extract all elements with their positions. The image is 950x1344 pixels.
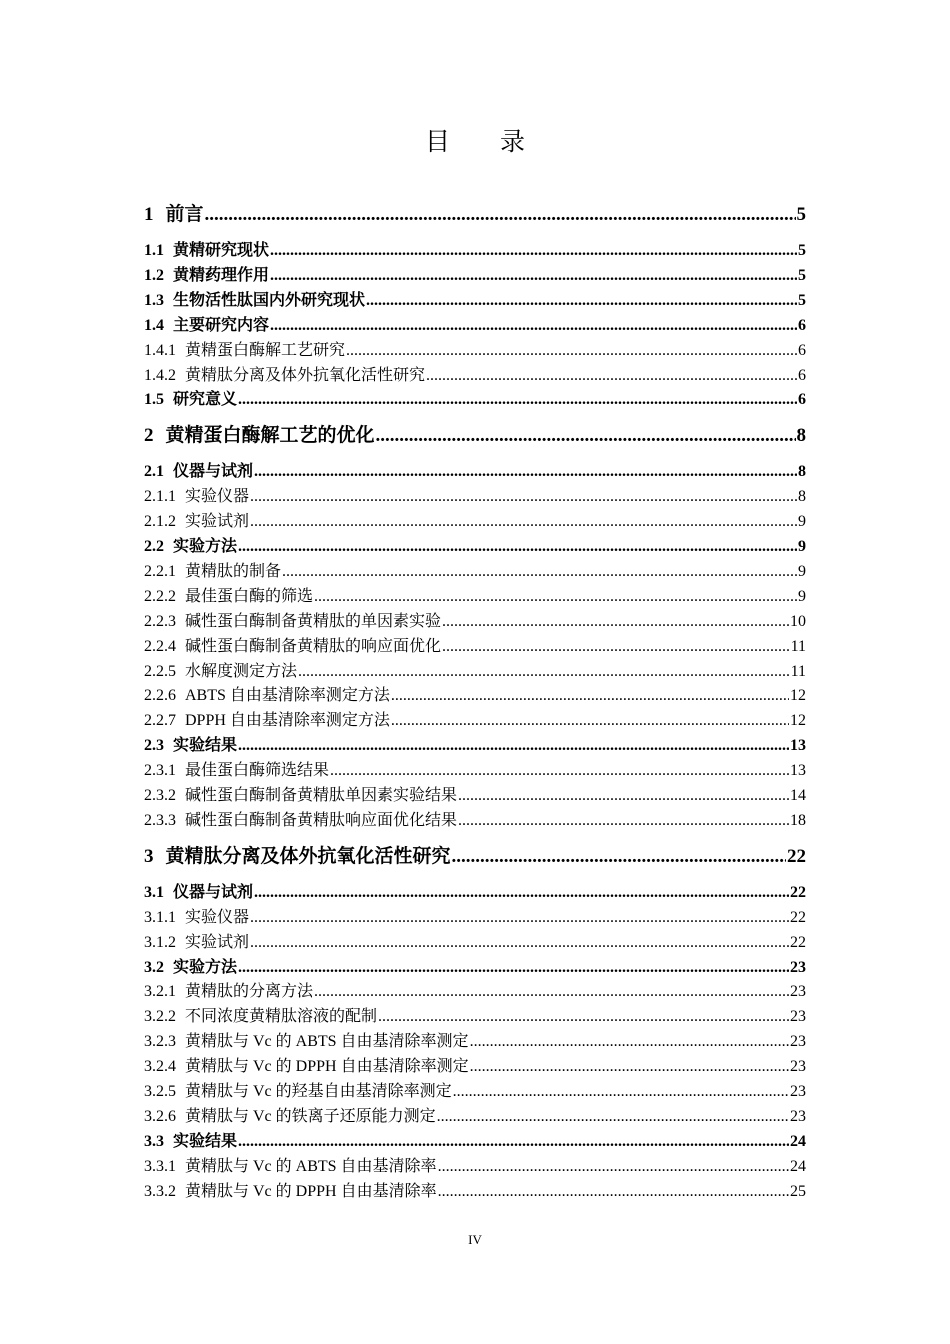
toc-entry[interactable] (144, 1056, 806, 1078)
toc-entry-page: 9 (798, 562, 806, 580)
toc-entry-title: DPPH 自由基清除率测定方法 (185, 712, 390, 730)
toc-entry[interactable] (144, 957, 806, 979)
toc-dot-leader (254, 882, 789, 904)
toc-entry-page: 23 (790, 1058, 806, 1076)
toc-entry-title: 碱性蛋白酶制备黄精肽的响应面优化 (185, 637, 442, 655)
toc-entry[interactable] (144, 845, 806, 869)
toc-entry[interactable] (144, 389, 806, 411)
toc-dot-leader (298, 661, 790, 683)
toc-dot-leader (458, 810, 789, 832)
toc-entry[interactable] (144, 611, 806, 633)
toc-entry[interactable] (144, 907, 806, 929)
toc-entry-page: 24 (790, 1157, 806, 1175)
toc-entry-number: 1 (144, 204, 154, 225)
toc-dot-leader (250, 932, 789, 954)
toc-entry[interactable] (144, 240, 806, 262)
toc-dot-leader (391, 710, 789, 732)
toc-entry-page: 13 (790, 762, 806, 780)
toc-entry-title: 黄精药理作用 (173, 266, 270, 284)
toc-entry[interactable] (144, 265, 806, 287)
toc-entry-page: 10 (790, 612, 806, 630)
toc-dot-leader (470, 1031, 789, 1053)
toc-entry-title: 黄精肽与 Vc 的 ABTS 自由基清除率 (185, 1157, 437, 1175)
toc-entry-page: 25 (790, 1182, 806, 1200)
toc-entry[interactable] (144, 1031, 806, 1053)
toc-dot-leader (270, 265, 797, 287)
toc-entry-page: 23 (790, 1033, 806, 1051)
toc-entry-number: 3.2.3 (144, 1033, 176, 1051)
toc-entry-title: 实验结果 (173, 737, 238, 755)
toc-entry-number: 1.4 (144, 316, 164, 334)
toc-dot-leader (250, 486, 797, 508)
toc-dot-leader (366, 290, 797, 312)
toc-entry-page: 14 (790, 787, 806, 804)
toc-entry[interactable] (144, 1181, 806, 1203)
toc-entry[interactable] (144, 882, 806, 904)
toc-entry[interactable] (144, 735, 806, 757)
toc-entry-page: 12 (790, 687, 806, 705)
toc-dot-leader (442, 636, 790, 658)
toc-entry-title: 实验试剂 (185, 933, 250, 951)
toc-entry-number: 2.2.1 (144, 562, 176, 580)
toc-entry-number: 3.3 (144, 1132, 164, 1150)
toc-dot-leader (314, 586, 797, 608)
toc-dot-leader (270, 315, 797, 337)
toc-entry[interactable] (144, 561, 806, 583)
toc-entry-page: 9 (798, 513, 806, 531)
toc-dot-leader (453, 1081, 789, 1103)
toc-entry-number: 2.2.6 (144, 687, 176, 705)
toc-entry-number: 2.1.2 (144, 513, 176, 531)
toc-entry-number: 3.1.1 (144, 908, 176, 926)
toc-entry-title: 实验仪器 (185, 488, 250, 506)
toc-entry[interactable] (144, 785, 806, 807)
toc-entry-number: 2.1 (144, 463, 164, 481)
toc-entry[interactable] (144, 932, 806, 954)
toc-dot-leader (270, 240, 797, 262)
toc-entry-title: ABTS 自由基清除率测定方法 (185, 687, 390, 705)
toc-entry[interactable] (144, 810, 806, 832)
toc-entry-number: 3 (144, 845, 154, 867)
toc-entry[interactable] (144, 685, 806, 707)
toc-entry-title: 黄精肽与 Vc 的 DPPH 自由基清除率 (185, 1182, 437, 1200)
toc-entry[interactable] (144, 290, 806, 312)
toc-entry-number: 3.2.4 (144, 1058, 176, 1076)
toc-entry-page: 6 (798, 366, 806, 384)
toc-entry[interactable] (144, 203, 806, 227)
toc-entry-number: 2.1.1 (144, 488, 176, 506)
toc-entry[interactable] (144, 340, 806, 362)
toc-entry-title: 最佳蛋白酶筛选结果 (185, 762, 330, 780)
toc-dot-leader (238, 1131, 789, 1153)
toc-entry-title: 生物活性肽国内外研究现状 (173, 291, 366, 309)
toc-entry-page: 5 (796, 204, 806, 225)
toc-entry-number: 2.2.3 (144, 612, 176, 630)
toc-entry-title: 黄精肽与 Vc 的羟基自由基清除率测定 (185, 1083, 452, 1100)
toc-entry-page: 13 (790, 737, 806, 755)
toc-dot-leader (458, 785, 789, 807)
toc-entry-title: 实验方法 (173, 958, 238, 976)
toc-entry-page: 22 (790, 908, 806, 926)
toc-dot-leader (238, 536, 797, 558)
toc-entry-page: 5 (798, 242, 806, 259)
toc-entry-page: 5 (798, 266, 806, 284)
toc-entry-title: 黄精肽的制备 (185, 562, 282, 580)
toc-entry[interactable] (144, 315, 806, 337)
toc-dot-leader (378, 1006, 789, 1028)
toc-entry-page: 9 (798, 587, 806, 605)
toc-entry-number: 1.4.2 (144, 366, 176, 384)
title-char-left: 目 (424, 129, 450, 156)
toc-entry-title: 仪器与试剂 (173, 883, 254, 901)
toc-entry-title: 黄精蛋白酶解工艺的优化 (165, 425, 375, 447)
toc-dot-leader (254, 461, 797, 483)
toc-dot-leader (391, 685, 789, 707)
toc-dot-leader (437, 1106, 789, 1128)
toc-dot-leader (314, 981, 789, 1003)
toc-entry[interactable] (144, 1081, 806, 1103)
toc-dot-leader (442, 611, 789, 633)
toc-entry-page: 22 (790, 933, 806, 951)
toc-dot-leader (282, 561, 797, 583)
toc-entry-number: 1.5 (144, 391, 164, 409)
toc-entry[interactable] (144, 760, 806, 782)
toc-dot-leader (376, 424, 796, 448)
toc-dot-leader (238, 957, 789, 979)
toc-entry-page: 9 (798, 538, 806, 555)
toc-entry-page: 11 (790, 637, 806, 655)
toc-entry-title: 研究意义 (173, 391, 238, 409)
toc-entry-page: 24 (790, 1132, 806, 1150)
toc-dot-leader (330, 760, 789, 782)
toc-entry-title: 最佳蛋白酶的筛选 (185, 587, 314, 605)
toc-entry[interactable] (144, 1106, 806, 1128)
toc-entry-number: 2.3 (144, 737, 164, 755)
title-char-right: 录 (500, 129, 526, 156)
toc-entry-number: 2.2.5 (144, 662, 176, 680)
toc-entry-page: 23 (790, 1008, 806, 1026)
toc-entry-page: 5 (798, 291, 806, 309)
toc-entry-page: 23 (790, 1107, 806, 1125)
toc-entry-title: 黄精研究现状 (173, 242, 270, 259)
toc-dot-leader (452, 845, 786, 869)
toc-entry-page: 23 (790, 958, 806, 976)
toc-entry-number: 3.2.1 (144, 983, 176, 1001)
toc-dot-leader (238, 735, 789, 757)
toc-entry-title: 不同浓度黄精肽溶液的配制 (185, 1008, 378, 1026)
toc-entry-title: 实验仪器 (185, 908, 250, 926)
toc-entry[interactable] (144, 424, 806, 448)
toc-entry[interactable] (144, 365, 806, 387)
toc-entry-number: 2.3.3 (144, 811, 176, 829)
toc-entry-title: 实验方法 (173, 538, 238, 555)
toc-entry-number: 2.2.2 (144, 587, 176, 605)
toc-dot-leader (205, 203, 796, 227)
toc-entry-page: 12 (790, 712, 806, 730)
toc-entry[interactable] (144, 981, 806, 1003)
toc-entry-page: 6 (798, 341, 806, 359)
toc-entry-page: 22 (790, 883, 806, 901)
toc-dot-leader (470, 1056, 789, 1078)
toc-entry-title: 水解度测定方法 (185, 662, 298, 680)
toc-entry-number: 3.3.2 (144, 1182, 176, 1200)
toc-entry-title: 黄精肽与 Vc 的 DPPH 自由基清除率测定 (185, 1058, 469, 1076)
toc-entry-number: 2.2.7 (144, 712, 176, 730)
toc-entry[interactable] (144, 486, 806, 508)
toc-entry-number: 1.2 (144, 266, 164, 284)
toc-entry-title: 实验结果 (173, 1132, 238, 1150)
toc-entry-page: 6 (798, 391, 806, 409)
page-title (0, 122, 950, 158)
toc-dot-leader (438, 1156, 789, 1178)
toc-entry-title: 碱性蛋白酶制备黄精肽单因素实验结果 (185, 787, 458, 804)
toc-entry-title: 黄精蛋白酶解工艺研究 (185, 341, 346, 359)
toc-entry-title: 黄精肽分离及体外抗氧化活性研究 (165, 845, 451, 867)
toc-entry-page: 8 (796, 425, 806, 447)
toc-entry[interactable] (144, 461, 806, 483)
toc-entry-number: 3.1.2 (144, 933, 176, 951)
toc-entry-number: 2.3.2 (144, 787, 176, 804)
toc-dot-leader (250, 511, 797, 533)
toc-entry-number: 1.3 (144, 291, 164, 309)
toc-entry-page: 11 (790, 662, 806, 680)
toc-entry-number: 1.1 (144, 242, 164, 259)
page-number-footer: IV (468, 1232, 482, 1247)
toc-entry-title: 黄精肽分离及体外抗氧化活性研究 (185, 366, 426, 384)
toc-entry-number: 3.2.5 (144, 1083, 176, 1100)
toc-entry-title: 碱性蛋白酶制备黄精肽的单因素实验 (185, 612, 442, 630)
toc-entry-number: 3.2.2 (144, 1008, 176, 1026)
toc-entry-number: 2.2.4 (144, 637, 176, 655)
toc-entry-page: 6 (798, 316, 806, 334)
toc-entry-title: 黄精肽与 Vc 的 ABTS 自由基清除率测定 (185, 1033, 469, 1051)
toc-entry[interactable] (144, 1156, 806, 1178)
toc-dot-leader (238, 389, 797, 411)
toc-entry-number: 2.2 (144, 538, 164, 555)
toc-entry[interactable] (144, 661, 806, 683)
toc-entry-number: 3.2.6 (144, 1107, 176, 1125)
toc-dot-leader (346, 340, 797, 362)
toc-entry-number: 3.3.1 (144, 1157, 176, 1175)
toc-entry-number: 3.2 (144, 958, 164, 976)
toc-dot-leader (250, 907, 789, 929)
toc-entry[interactable] (144, 536, 806, 558)
toc-entry-title: 前言 (165, 204, 204, 225)
toc-entry-title: 黄精肽与 Vc 的铁离子还原能力测定 (185, 1107, 436, 1125)
toc-entry-page: 23 (790, 983, 806, 1001)
toc-entry-title: 仪器与试剂 (173, 463, 254, 481)
toc-entry[interactable] (144, 1131, 806, 1153)
toc-entry-title: 碱性蛋白酶制备黄精肽响应面优化结果 (185, 811, 458, 829)
toc-entry-title: 黄精肽的分离方法 (185, 983, 314, 1001)
toc-entry-page: 18 (790, 811, 806, 829)
toc-entry-number: 2.3.1 (144, 762, 176, 780)
toc-entry[interactable] (144, 1006, 806, 1028)
toc-entry-page: 22 (787, 845, 806, 867)
toc-dot-leader (438, 1181, 789, 1203)
toc-entry-title: 实验试剂 (185, 513, 250, 531)
toc-entry-page: 8 (798, 488, 806, 506)
toc-entry[interactable] (144, 511, 806, 533)
toc-entry-number: 2 (144, 425, 154, 447)
toc-entry-number: 3.1 (144, 883, 164, 901)
toc-entry[interactable] (144, 586, 806, 608)
toc-entry[interactable] (144, 636, 806, 658)
toc-entry-page: 8 (798, 463, 806, 481)
toc-entry-page: 23 (790, 1083, 806, 1100)
toc-entry[interactable] (144, 710, 806, 732)
toc-entry-number: 1.4.1 (144, 341, 176, 359)
toc-dot-leader (426, 365, 797, 387)
toc-entry-title: 主要研究内容 (173, 316, 270, 334)
